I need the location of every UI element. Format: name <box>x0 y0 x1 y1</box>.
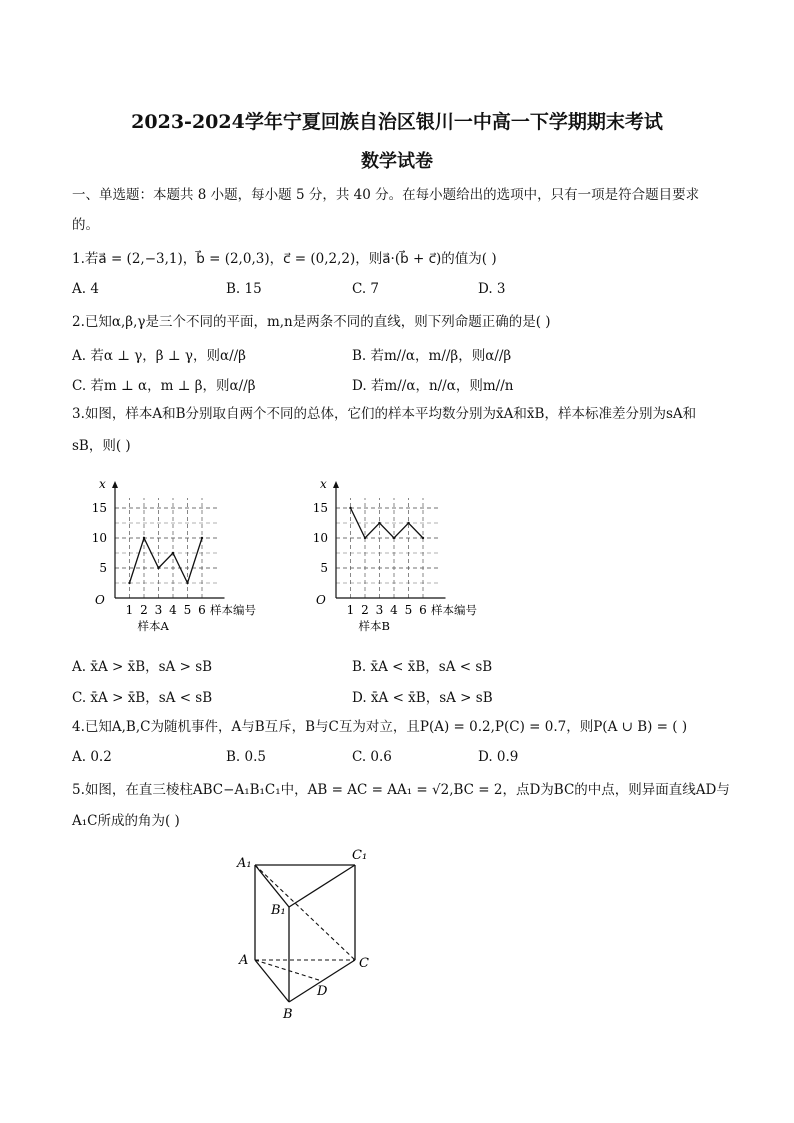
chart-a-point-6 <box>201 537 203 539</box>
chart-b-y-arrow <box>333 481 339 488</box>
q2-stem: 2.已知α,β,γ是三个不同的平面，m,n是两条不同的直线，则下列命题正确的是( ) <box>72 314 551 330</box>
chart-a-ytick-1: 10 <box>91 531 107 545</box>
chart-a-xtick-4: 5 <box>183 603 192 617</box>
page-title: 2023-2024学年宁夏回族自治区银川一中高一下学期期末考试 <box>131 111 663 133</box>
label-d: D <box>317 984 328 999</box>
q4-option-b[interactable]: B. 0.5 <box>226 749 266 765</box>
chart-a-ytick-2: 15 <box>91 501 107 515</box>
q3-option-b[interactable]: B. x̄A < x̄B，sA < sB <box>352 659 493 675</box>
label-a: A <box>239 953 249 968</box>
chart-b-ytick-2: 15 <box>312 501 328 515</box>
q3-option-c[interactable]: C. x̄A > x̄B，sA < sB <box>72 690 213 706</box>
chart-a-point-3 <box>157 567 159 569</box>
q2-option-c[interactable]: C. 若m ⊥ α，m ⊥ β，则α//β <box>72 378 256 394</box>
chart-b-point-3 <box>378 522 380 524</box>
chart-b-point-6 <box>422 537 424 539</box>
edge-a1b1 <box>255 865 289 907</box>
chart-a-origin-label: O <box>95 593 105 607</box>
chart-a-ylabel: x <box>99 477 106 491</box>
chart-b-ytick-1: 10 <box>312 531 328 545</box>
q5-stem-line2: A₁C所成的角为( ) <box>72 813 180 829</box>
chart-a-point-1 <box>128 582 130 584</box>
section-instruction-line1: 一、单选题：本题共 8 小题，每小题 5 分，共 40 分。在每小题给出的选项中，只有一项是符合题目要求 <box>72 187 700 203</box>
label-c: C <box>359 956 369 971</box>
chart-a-y-arrow <box>112 481 118 488</box>
chart-b-xtick-0: 1 <box>346 603 355 617</box>
chart-b-point-5 <box>407 522 409 524</box>
chart-b-origin-label: O <box>316 593 326 607</box>
q4-option-d[interactable]: D. 0.9 <box>478 749 519 765</box>
page-subtitle: 数学试卷 <box>361 151 433 172</box>
chart-a-series-line <box>130 538 203 583</box>
q1-option-c[interactable]: C. 7 <box>352 281 380 297</box>
label-b: B <box>283 1007 293 1022</box>
chart-b-point-1 <box>349 507 351 509</box>
chart-b-xtick-1: 2 <box>361 603 369 617</box>
chart-a-xtick-5: 6 <box>198 603 206 617</box>
segment-a1c <box>255 865 355 960</box>
chart-a-title: 样本A <box>137 619 169 633</box>
label-b1: B₁ <box>271 903 286 918</box>
chart-b-title: 样本B <box>358 619 390 633</box>
q1-option-d[interactable]: D. 3 <box>478 281 506 297</box>
edge-ab <box>255 960 289 1002</box>
edge-b1c1 <box>289 865 355 907</box>
chart-b-xtick-4: 5 <box>404 603 413 617</box>
q1-stem: 1.若a⃗ = (2,−3,1)，b⃗ = (2,0,3)，c⃗ = (0,2,2)，则a⃗·(b⃗ + c⃗)的值为( ) <box>72 251 497 267</box>
q3-stem-line2: sB，则( ) <box>72 438 131 454</box>
chart-a-xtick-1: 2 <box>140 603 148 617</box>
label-a1: A₁ <box>237 856 252 871</box>
chart-b-xlabel: 样本编号 <box>431 603 477 617</box>
chart-a-xtick-3: 4 <box>169 603 177 617</box>
q3-stem-line1: 3.如图，样本A和B分别取自两个不同的总体，它们的样本平均数分别为x̄A和x̄B，样本标准差分别为sA和 <box>72 406 697 422</box>
chart-a-xlabel: 样本编号 <box>210 603 256 617</box>
chart-sample-b <box>306 470 506 640</box>
q3-option-d[interactable]: D. x̄A < x̄B，sA > sB <box>352 690 493 706</box>
chart-b-ylabel: x <box>320 477 327 491</box>
chart-b-ytick-0: 5 <box>320 561 328 575</box>
q4-stem: 4.已知A,B,C为随机事件，A与B互斥，B与C互为对立，且P(A) = 0.2,P(C) = 0.7，则P(A ∪ B) = ( ) <box>72 719 688 735</box>
chart-a-point-2 <box>143 537 145 539</box>
section-instruction-line2: 的。 <box>72 217 99 233</box>
chart-b-xtick-2: 3 <box>375 603 384 617</box>
chart-b-point-2 <box>364 537 366 539</box>
q1-option-a[interactable]: A. 4 <box>72 281 99 297</box>
chart-a-ytick-0: 5 <box>99 561 107 575</box>
chart-b-point-4 <box>393 537 395 539</box>
q4-option-c[interactable]: C. 0.6 <box>352 749 392 765</box>
chart-a-point-5 <box>186 582 188 584</box>
chart-a-point-4 <box>172 552 174 554</box>
prism-diagram <box>225 845 385 1025</box>
label-c1: C₁ <box>352 848 368 863</box>
q1-option-b[interactable]: B. 15 <box>226 281 262 297</box>
chart-a-xtick-0: 1 <box>125 603 134 617</box>
chart-a-xtick-2: 3 <box>154 603 163 617</box>
chart-b-xtick-3: 4 <box>390 603 398 617</box>
q5-stem-line1: 5.如图，在直三棱柱ABC−A₁B₁C₁中，AB = AC = AA₁ = √2,BC = 2，点D为BC的中点，则异面直线AD与 <box>72 782 730 798</box>
q3-option-a[interactable]: A. x̄A > x̄B，sA > sB <box>72 659 213 675</box>
chart-sample-a <box>85 470 285 640</box>
q2-option-b[interactable]: B. 若m//α，m//β，则α//β <box>352 348 512 364</box>
q2-option-d[interactable]: D. 若m//α，n//α，则m//n <box>352 378 514 394</box>
q2-option-a[interactable]: A. 若α ⊥ γ，β ⊥ γ，则α//β <box>72 348 246 364</box>
chart-b-xtick-5: 6 <box>419 603 427 617</box>
q4-option-a[interactable]: A. 0.2 <box>72 749 112 765</box>
